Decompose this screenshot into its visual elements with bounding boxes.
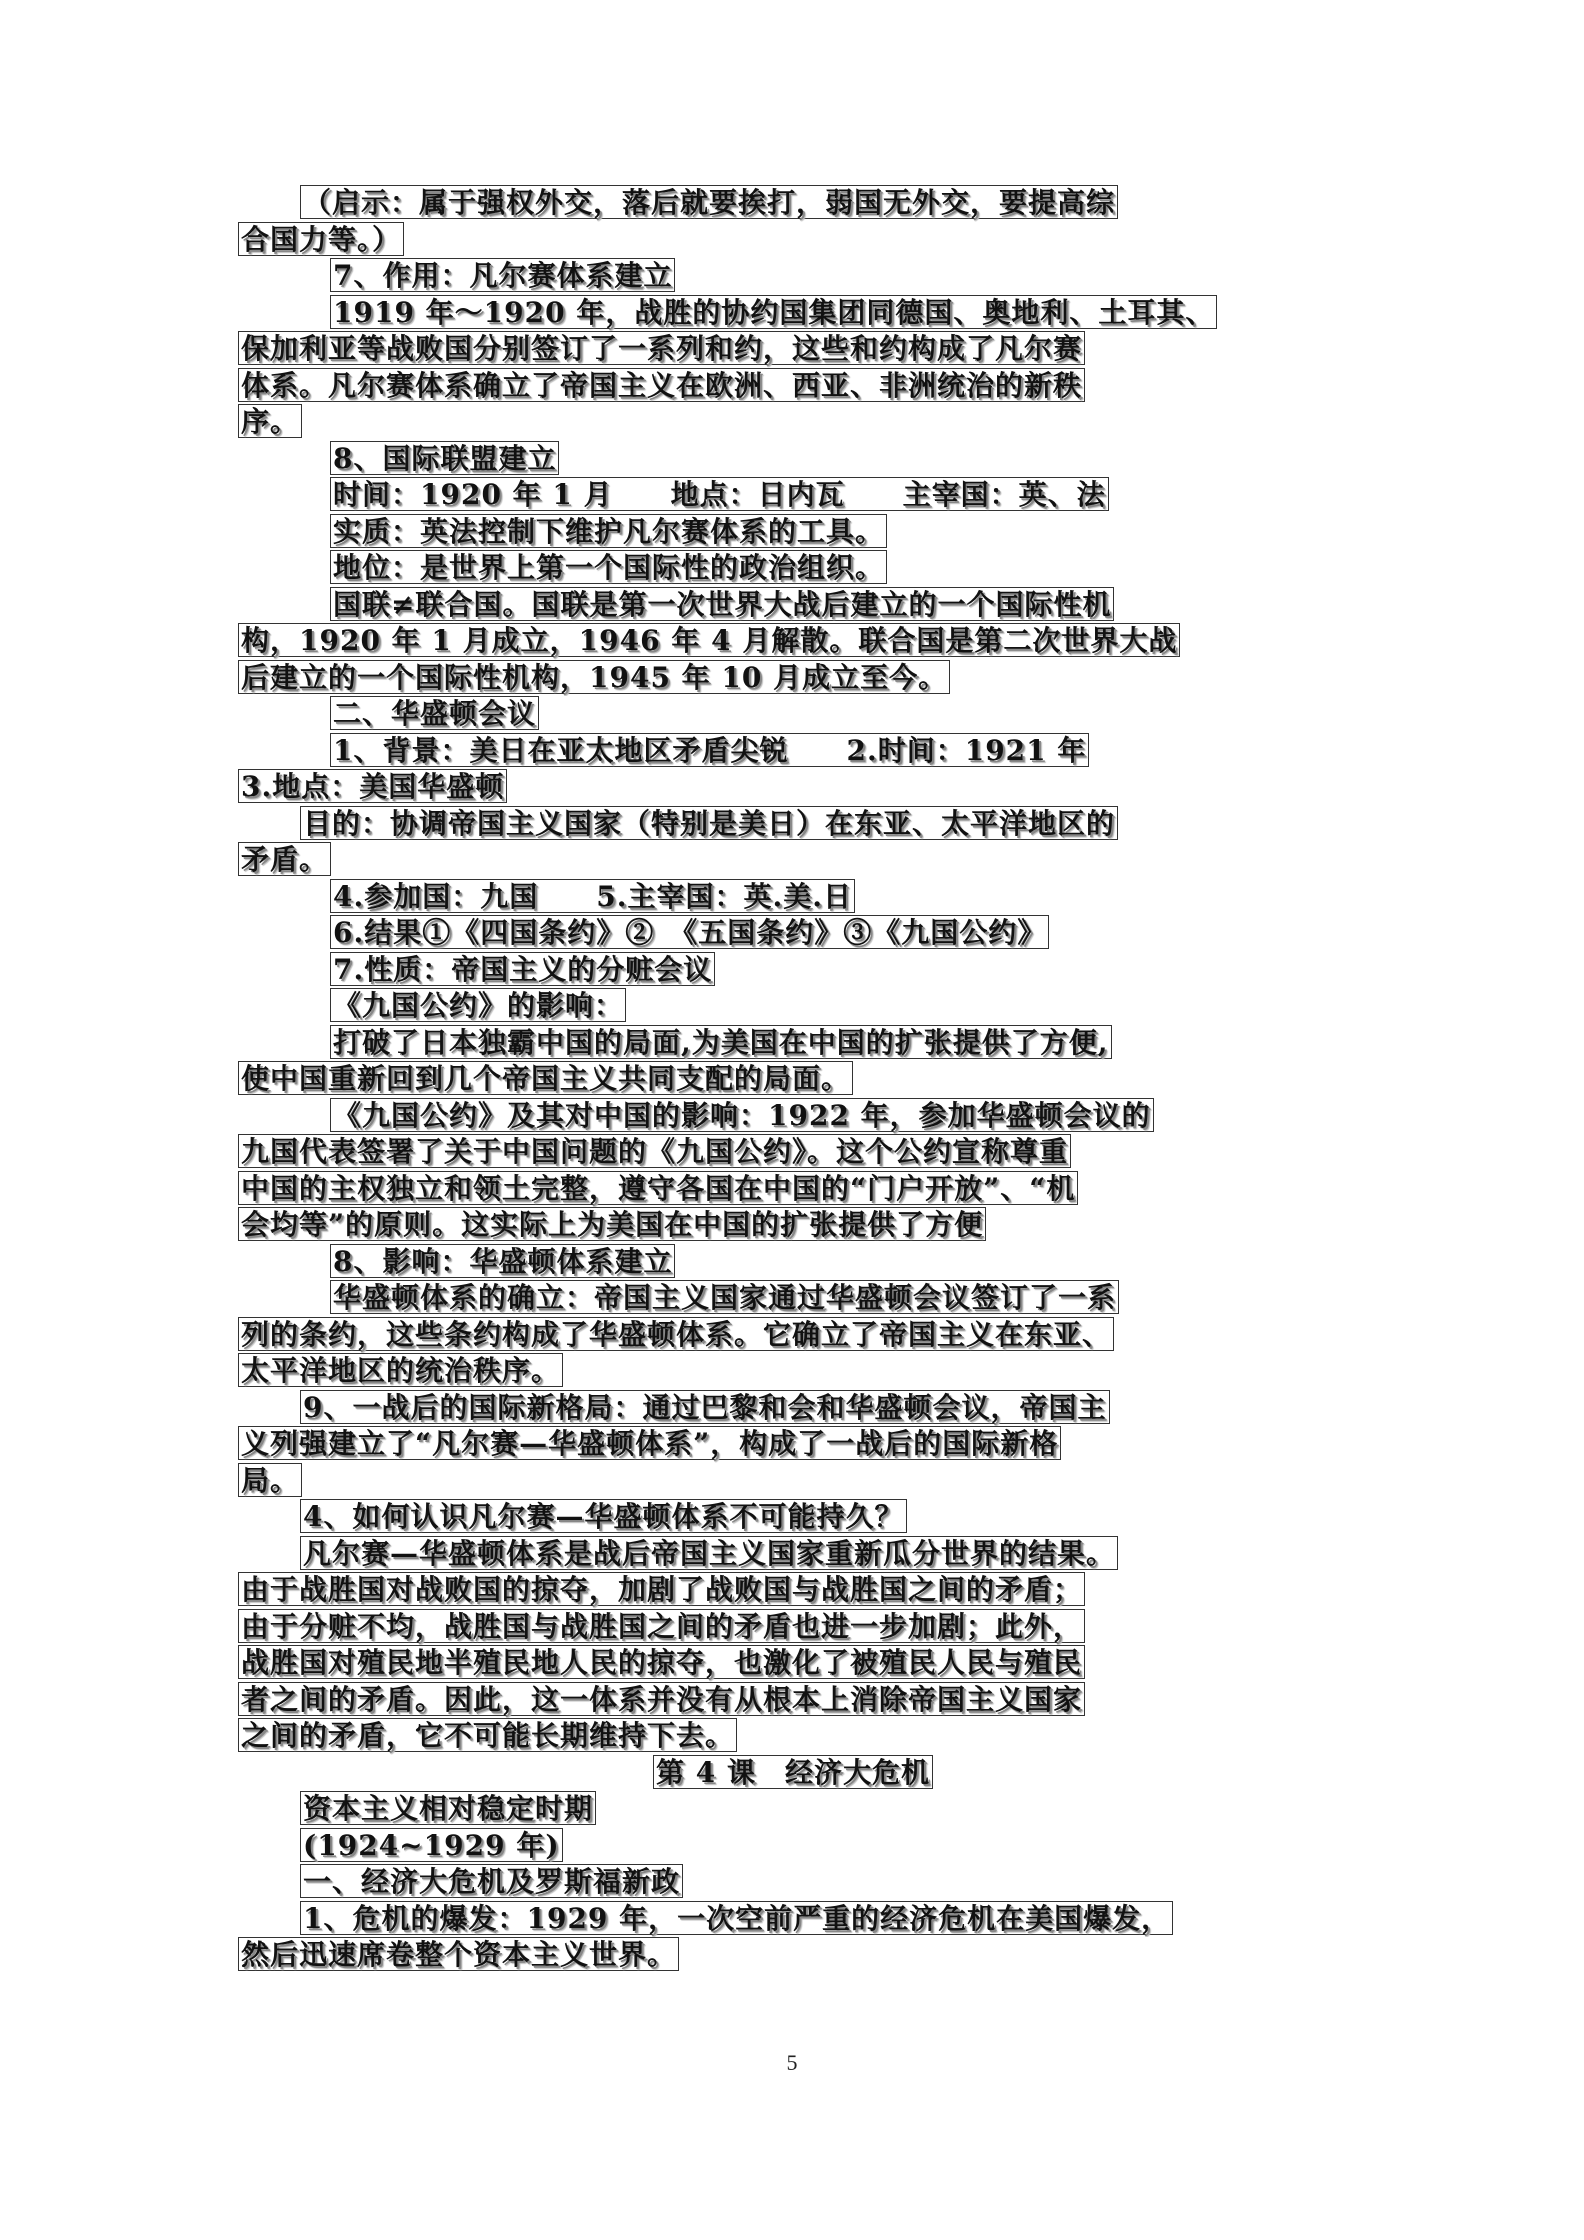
text-line-content: 实质：英法控制下维护凡尔赛体系的工具。 xyxy=(330,514,887,548)
text-line xyxy=(238,769,1348,806)
text-line-content: 《九国公约》的影响： xyxy=(330,988,626,1022)
text-line xyxy=(238,1536,1348,1573)
text-line xyxy=(238,258,1348,295)
text-line xyxy=(238,1718,1348,1755)
text-line-content: 中国的主权独立和领土完整，遵守各国在中国的“门户开放”、“机 xyxy=(238,1171,1078,1205)
text-line xyxy=(238,952,1348,989)
text-line-content: 体系。凡尔赛体系确立了帝国主义在欧洲、西亚、非洲统治的新秩 xyxy=(238,368,1085,402)
page-number: 5 xyxy=(786,2050,798,2075)
text-line xyxy=(238,660,1348,697)
text-line-content: 7.性质：帝国主义的分赃会议 xyxy=(330,952,715,986)
text-line xyxy=(238,915,1348,952)
text-line xyxy=(238,295,1348,332)
text-line-content: 国联≠联合国。国联是第一次世界大战后建立的一个国际性机 xyxy=(330,587,1114,621)
text-line-content: 构，1920 年 1 月成立，1946 年 4 月解散。联合国是第二次世界大战 xyxy=(238,623,1180,657)
text-line xyxy=(238,1317,1348,1354)
text-line xyxy=(238,988,1348,1025)
text-line xyxy=(238,733,1348,770)
text-line xyxy=(238,1207,1348,1244)
text-line xyxy=(238,1755,1348,1792)
text-line-content: 1919 年～1920 年，战胜的协约国集团同德国、奥地利、土耳其、 xyxy=(330,295,1217,329)
text-line-content: 打破了日本独霸中国的局面,为美国在中国的扩张提供了方便, xyxy=(330,1025,1112,1059)
text-line xyxy=(238,696,1348,733)
text-line-content: 序。 xyxy=(238,404,302,438)
text-line xyxy=(238,1682,1348,1719)
text-line xyxy=(238,550,1348,587)
document-body xyxy=(238,185,1348,1974)
text-line xyxy=(238,514,1348,551)
text-line xyxy=(238,1864,1348,1901)
text-line xyxy=(238,185,1348,222)
text-line xyxy=(238,331,1348,368)
text-line xyxy=(238,1390,1348,1427)
text-line-content: 二、华盛顿会议 xyxy=(330,696,539,730)
text-line-content: 由于战胜国对战败国的掠夺，加剧了战败国与战胜国之间的矛盾； xyxy=(238,1572,1085,1606)
text-line xyxy=(238,1937,1348,1974)
text-line xyxy=(238,1609,1348,1646)
text-line xyxy=(238,441,1348,478)
text-line xyxy=(238,368,1348,405)
text-line-content: (1924~1929 年) xyxy=(300,1828,563,1862)
text-line-content: 7、作用：凡尔赛体系建立 xyxy=(330,258,675,292)
text-line-content: 后建立的一个国际性机构，1945 年 10 月成立至今。 xyxy=(238,660,950,694)
text-line-content: 3.地点：美国华盛顿 xyxy=(238,769,507,803)
text-line-content: 9、一战后的国际新格局：通过巴黎和会和华盛顿会议，帝国主 xyxy=(300,1390,1110,1424)
text-line-content: 凡尔赛—华盛顿体系是战后帝国主义国家重新瓜分世界的结果。 xyxy=(300,1536,1118,1570)
text-line xyxy=(238,587,1348,624)
text-line-content: 使中国重新回到几个帝国主义共同支配的局面。 xyxy=(238,1061,853,1095)
text-line-content: 第 4 课 经济大危机 xyxy=(653,1755,933,1789)
text-line-content: 会均等”的原则。这实际上为美国在中国的扩张提供了方便 xyxy=(238,1207,986,1241)
text-line-content: 6.结果①《四国条约》② 《五国条约》③《九国公约》 xyxy=(330,915,1049,949)
text-line-content: 太平洋地区的统治秩序。 xyxy=(238,1353,563,1387)
text-line-content: 局。 xyxy=(238,1463,302,1497)
text-line-content: 一、经济大危机及罗斯福新政 xyxy=(300,1864,683,1898)
text-line xyxy=(238,842,1348,879)
text-line-content: 目的：协调帝国主义国家（特别是美日）在东亚、太平洋地区的 xyxy=(300,806,1118,840)
text-line xyxy=(238,1645,1348,1682)
text-line xyxy=(238,1025,1348,1062)
text-line xyxy=(238,1463,1348,1500)
text-line-content: 者之间的矛盾。因此，这一体系并没有从根本上消除帝国主义国家 xyxy=(238,1682,1085,1716)
text-line xyxy=(238,477,1348,514)
text-line xyxy=(238,1280,1348,1317)
text-line-content: 保加利亚等战败国分别签订了一系列和约，这些和约构成了凡尔赛 xyxy=(238,331,1085,365)
text-line-content: 时间：1920 年 1 月 地点：日内瓦 主宰国：英、法 xyxy=(330,477,1109,511)
text-line xyxy=(238,1572,1348,1609)
text-line xyxy=(238,1353,1348,1390)
text-line-content: （启示：属于强权外交，落后就要挨打，弱国无外交，要提高综 xyxy=(300,185,1118,219)
text-line xyxy=(238,1901,1348,1938)
text-line-content: 资本主义相对稳定时期 xyxy=(300,1791,596,1825)
text-line-content: 4.参加国：九国 5.主宰国：英.美.日 xyxy=(330,879,855,913)
text-line-content: 矛盾。 xyxy=(238,842,331,876)
text-line-content: 义列强建立了“凡尔赛—华盛顿体系”，构成了一战后的国际新格 xyxy=(238,1426,1061,1460)
text-line-content: 地位：是世界上第一个国际性的政治组织。 xyxy=(330,550,887,584)
text-line xyxy=(238,623,1348,660)
text-line-content: 华盛顿体系的确立：帝国主义国家通过华盛顿会议签订了一系 xyxy=(330,1280,1119,1314)
text-line-content: 4、如何认识凡尔赛—华盛顿体系不可能持久？ xyxy=(300,1499,907,1533)
text-line xyxy=(238,1791,1348,1828)
text-line-content: 之间的矛盾，它不可能长期维持下去。 xyxy=(238,1718,737,1752)
text-line xyxy=(238,404,1348,441)
text-line xyxy=(238,806,1348,843)
text-line xyxy=(238,1171,1348,1208)
text-line-content: 1、背景：美日在亚太地区矛盾尖锐 2.时间：1921 年 xyxy=(330,733,1089,767)
text-line-content: 1、危机的爆发：1929 年，一次空前严重的经济危机在美国爆发， xyxy=(300,1901,1173,1935)
text-line xyxy=(238,879,1348,916)
text-line xyxy=(238,1426,1348,1463)
text-line-content: 《九国公约》及其对中国的影响：1922 年，参加华盛顿会议的 xyxy=(330,1098,1154,1132)
text-line-content: 九国代表签署了关于中国问题的《九国公约》。这个公约宣称尊重 xyxy=(238,1134,1071,1168)
text-line xyxy=(238,1499,1348,1536)
text-line xyxy=(238,1828,1348,1865)
text-line-content: 8、国际联盟建立 xyxy=(330,441,559,475)
text-line xyxy=(238,1061,1348,1098)
text-line-content: 然后迅速席卷整个资本主义世界。 xyxy=(238,1937,679,1971)
text-line xyxy=(238,1134,1348,1171)
text-line-content: 由于分赃不均，战胜国与战胜国之间的矛盾也进一步加剧；此外， xyxy=(238,1609,1085,1643)
text-line xyxy=(238,222,1348,259)
text-line-content: 战胜国对殖民地半殖民地人民的掠夺，也激化了被殖民人民与殖民 xyxy=(238,1645,1085,1679)
text-line xyxy=(238,1244,1348,1281)
text-line-content: 列的条约，这些条约构成了华盛顿体系。它确立了帝国主义在东亚、 xyxy=(238,1317,1114,1351)
text-line-content: 8、影响：华盛顿体系建立 xyxy=(330,1244,675,1278)
text-line xyxy=(238,1098,1348,1135)
text-line-content: 合国力等。） xyxy=(238,222,404,256)
